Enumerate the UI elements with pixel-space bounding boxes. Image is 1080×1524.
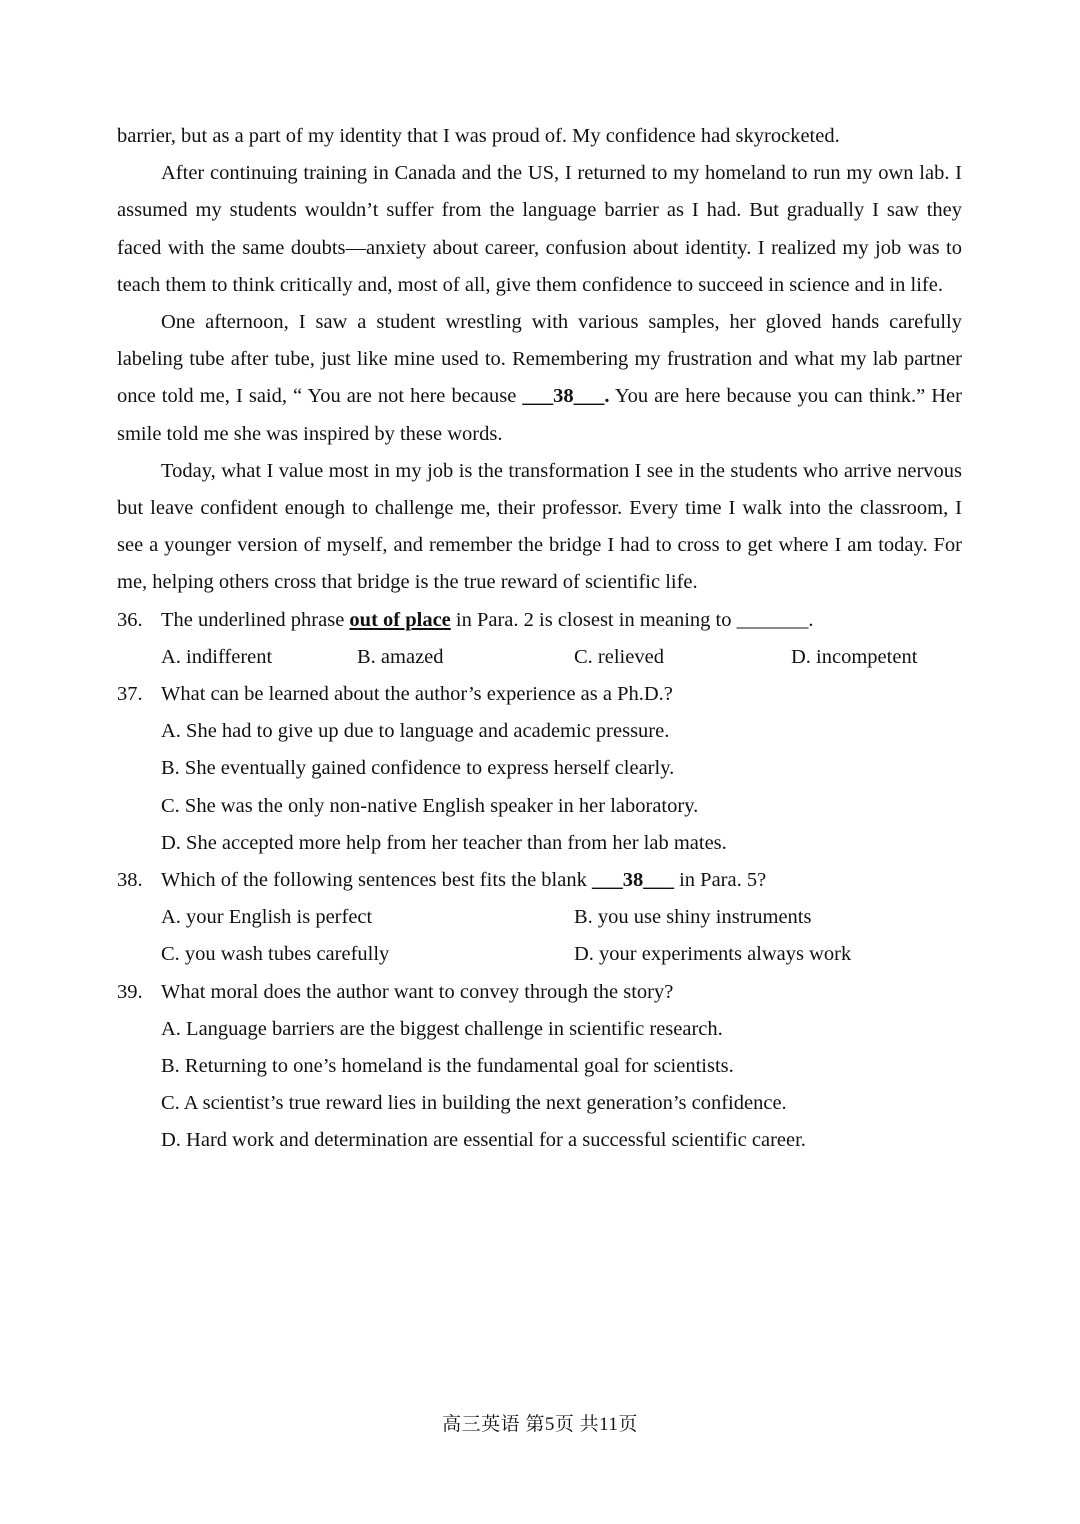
question-37-stem (117, 676, 962, 713)
paragraph-6-text-before: One afternoon, I saw a student wrestling with various samples, her gloved hands carefully labeling tube after tube, just like mine used to. Remembering my frustration and what my lab partner once told me, I said, “ You are not here because (117, 311, 962, 408)
page-footer: 高三英语 第5页 共11页 (442, 1414, 638, 1435)
question-number: 36. (117, 608, 143, 631)
blank-38: ___38___ (591, 869, 674, 892)
question-38-options-row-2 (117, 936, 962, 973)
question-36-stem (117, 602, 962, 639)
option-b: B. Returning to one’s homeland is the fundamental goal for scientists. (161, 1055, 734, 1078)
paragraph-6-text-after: You are here because you can think.” Her smile told me she was inspired by these words. (117, 385, 962, 445)
question-39 (117, 974, 962, 1160)
option-c: C. She was the only non-native English speaker in her laboratory. (161, 794, 699, 817)
option-c: C. you wash tubes carefully (161, 943, 390, 966)
option-c: C. relieved (574, 645, 664, 668)
underlined-phrase: out of place (349, 608, 451, 631)
blank-38: ___38___. (522, 385, 610, 408)
option-d: D. your experiments always work (574, 943, 852, 966)
paragraph-6 (117, 304, 962, 453)
paragraph-7: Today, what I value most in my job is the transformation I see in the students who arrive nervous but leave confident enough to challenge me, their professor. Every time I walk into the classroom, I see a younger version of myself, and remember the bridge I had to cross to get where I am today. For me, helping others cross that bridge is the true reward of scientific life. (117, 459, 962, 594)
question-number: 39. (117, 980, 143, 1003)
option-b: B. you use shiny instruments (574, 906, 812, 929)
stem-text: What can be learned about the author’s experience as a Ph.D.? (161, 683, 673, 706)
question-37 (117, 676, 962, 862)
option-b: B. amazed (357, 645, 444, 668)
question-number: 37. (117, 683, 143, 706)
stem-text: What moral does the author want to convey through the story? (161, 980, 674, 1003)
stem-text: in Para. 5? (673, 869, 767, 892)
paragraph-5: After continuing training in Canada and the US, I returned to my homeland to run my own lab. I assumed my students wouldn’t suffer from the language barrier as I had. But gradually I saw they faced with the same doubts—anxiety about career, confusion about identity. I realized my job was to teach them to think critically and, most of all, give them confidence to succeed in science and in life. (117, 162, 962, 296)
question-number: 38. (117, 869, 143, 892)
question-36-options (117, 639, 962, 676)
question-38-options-row-1 (117, 899, 962, 936)
question-36 (117, 602, 962, 676)
option-a: A. your English is perfect (161, 906, 373, 929)
stem-text: Which of the following sentences best fits the blank (161, 869, 592, 892)
reading-passage (117, 118, 962, 1160)
option-d: D. She accepted more help from her teacher than from her lab mates. (161, 831, 727, 854)
option-d: D. Hard work and determination are essential for a successful scientific career. (161, 1129, 806, 1152)
stem-text: in Para. 2 is closest in meaning to _______. (450, 608, 814, 631)
option-d: D. incompetent (791, 645, 918, 668)
question-38-stem (117, 862, 962, 899)
option-a: A. Language barriers are the biggest challenge in scientific research. (161, 1017, 723, 1040)
paragraph-continuation: barrier, but as a part of my identity that I was proud of. My confidence had skyrocketed. (117, 125, 840, 147)
option-b: B. She eventually gained confidence to express herself clearly. (161, 757, 675, 780)
question-39-stem (117, 974, 962, 1011)
option-c: C. A scientist’s true reward lies in building the next generation’s confidence. (161, 1092, 787, 1115)
option-a: A. She had to give up due to language and academic pressure. (161, 720, 670, 743)
stem-text: The underlined phrase (161, 608, 350, 631)
question-38 (117, 862, 962, 974)
option-a: A. indifferent (161, 645, 273, 668)
